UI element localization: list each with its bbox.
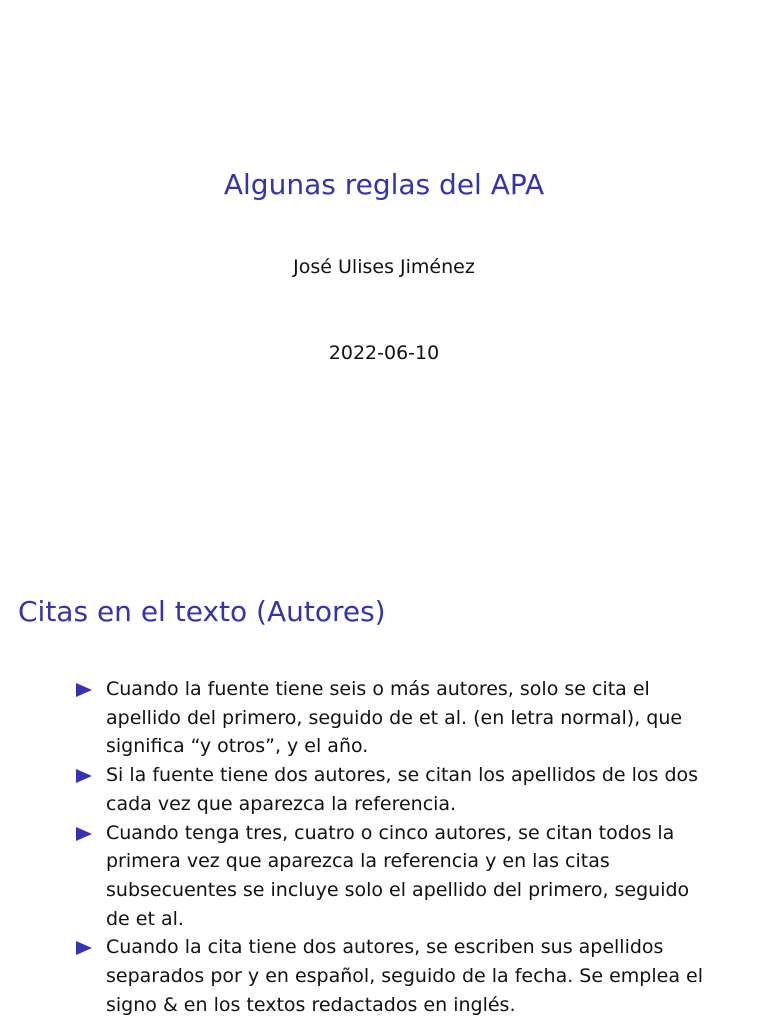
bullet-item [76,761,716,818]
triangle-bullet-icon [76,827,92,841]
triangle-bullet-icon [76,769,92,783]
frame-title: Citas en el texto (Autores) [18,595,386,628]
bullet-item [76,819,716,934]
triangle-bullet-icon [76,941,92,955]
bullet-text: Cuando la cita tiene dos autores, se escriben sus apellidos separados por y en español, seguido de la fecha. Se emplea el signo & en los textos redactados en inglés. [106,936,703,1016]
bullet-item [76,675,716,761]
author-name: José Ulises Jiménez [293,256,475,278]
bullet-text: Si la fuente tiene dos autores, se citan los apellidos de los dos cada vez que aparezca la referencia. [106,764,699,815]
bullet-item [76,933,716,1019]
presentation-title: Algunas reglas del APA [223,168,545,201]
triangle-bullet-icon [76,683,92,697]
content-slide [0,512,768,1024]
bullet-text: Cuando tenga tres, cuatro o cinco autores, se citan todos la primera vez que aparezca la referencia y en las citas subsecuentes se incluye solo el apellido del primero, seguido de et al. [106,821,690,930]
bullet-list [76,675,716,1019]
presentation-date: 2022-06-10 [328,342,440,364]
bullet-text: Cuando la fuente tiene seis o más autores, solo se cita el apellido del primero, seguido de et al. (en letra normal), que significa “y otros”, y el año. [106,678,683,758]
